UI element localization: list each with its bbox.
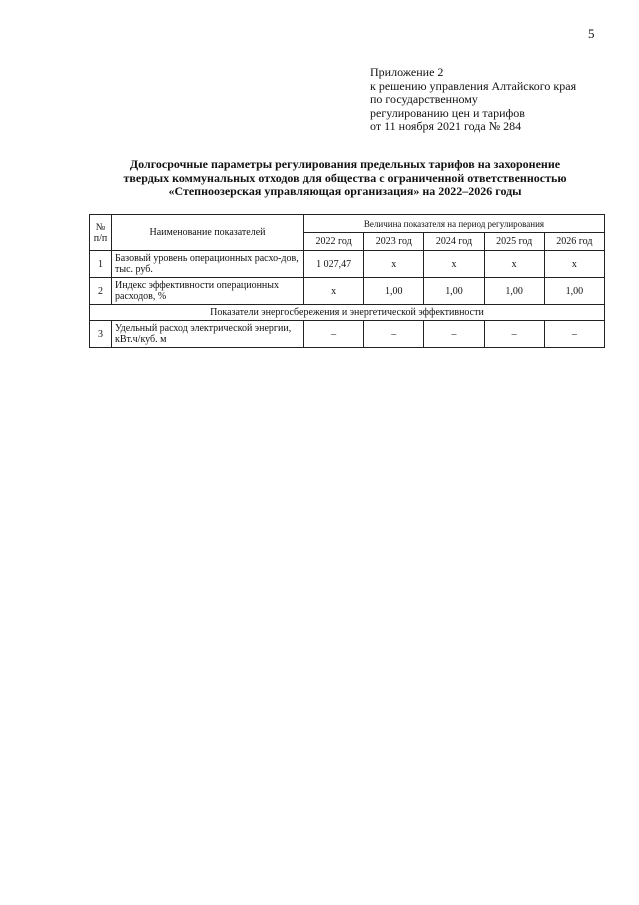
row-value: х: [424, 251, 484, 278]
row-value: 1,00: [424, 278, 484, 305]
row-num: 2: [90, 278, 112, 305]
header-num: № п/п: [90, 215, 112, 251]
row-value: х: [364, 251, 424, 278]
table-row: [90, 321, 605, 348]
table-row: [90, 278, 605, 305]
row-name: Базовый уровень операционных расхо-дов, тыс. руб.: [112, 251, 304, 278]
appendix-line: по государственному: [370, 92, 478, 106]
appendix-block: [370, 66, 576, 134]
appendix-line: Приложение 2: [370, 65, 444, 79]
appendix-line: от 11 ноября 2021 года № 284: [370, 119, 522, 133]
header-year: 2025 год: [484, 233, 544, 251]
title-line: «Степноозерская управляющая организация» на 2022–2026 годы: [168, 184, 522, 198]
header-year: 2024 год: [424, 233, 484, 251]
header-year: 2022 год: [304, 233, 364, 251]
section-title: Показатели энергосбережения и энергетической эффективности: [90, 305, 605, 321]
row-value: 1 027,47: [304, 251, 364, 278]
header-name: Наименование показателей: [112, 215, 304, 251]
table-section-row: [90, 305, 605, 321]
row-num: 1: [90, 251, 112, 278]
title-line: Долгосрочные параметры регулирования предельных тарифов на захоронение: [129, 157, 561, 171]
row-value: 1,00: [544, 278, 604, 305]
row-value: 1,00: [484, 278, 544, 305]
header-period: Величина показателя на период регулирования: [304, 215, 605, 233]
table-row: [90, 251, 605, 278]
row-name: Индекс эффективности операционных расходов, %: [112, 278, 304, 305]
row-value: х: [484, 251, 544, 278]
parameters-table: [89, 214, 605, 348]
row-value: –: [424, 321, 484, 348]
row-value: –: [364, 321, 424, 348]
appendix-line: регулированию цен и тарифов: [370, 105, 525, 120]
page-number: 5: [588, 26, 595, 41]
title-line: твердых коммунальных отходов для общества с ограниченной ответственностью: [123, 170, 567, 185]
header-year: 2026 год: [544, 233, 604, 251]
appendix-line: к решению управления Алтайского края: [370, 78, 577, 93]
row-value: х: [544, 251, 604, 278]
row-value: 1,00: [364, 278, 424, 305]
row-value: х: [304, 278, 364, 305]
header-year: 2023 год: [364, 233, 424, 251]
row-value: –: [484, 321, 544, 348]
table-header-row: [90, 215, 605, 233]
row-value: –: [304, 321, 364, 348]
row-name: Удельный расход электрической энергии, кВт.ч/куб. м: [112, 321, 304, 348]
row-value: –: [544, 321, 604, 348]
document-title: [80, 158, 610, 199]
row-num: 3: [90, 321, 112, 348]
